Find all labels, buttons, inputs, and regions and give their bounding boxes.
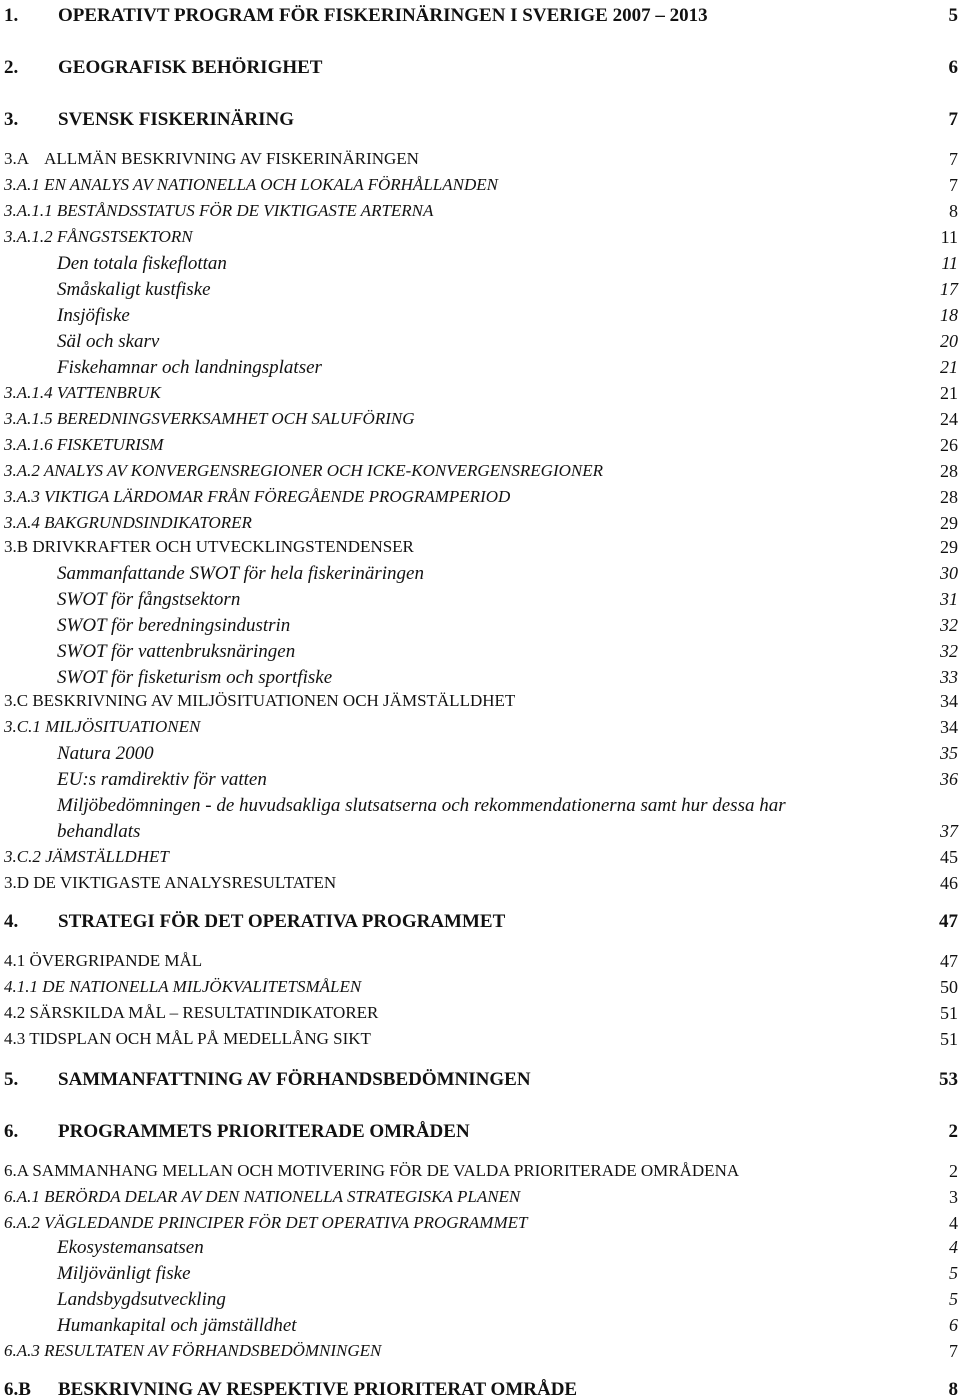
toc-entry-title: SAMMANFATTNING AV FÖRHANDSBEDÖMNINGEN (58, 1069, 531, 1090)
toc-entry-title: 3.B DRIVKRAFTER OCH UTVECKLINGSTENDENSER (4, 537, 414, 556)
toc-page-number: 18 (940, 305, 958, 325)
toc-page-number: 21 (940, 383, 958, 403)
toc-entry-title: Miljöbedömningen - de huvudsakliga slutsatserna och rekommendationerna samt hur dessa har (57, 795, 786, 816)
toc-page-number: 11 (941, 253, 958, 273)
toc-entry-title: 3.A.3 VIKTIGA LÄRDOMAR FRÅN FÖREGÅENDE PROGRAMPERIOD (4, 487, 511, 506)
toc-page-number: 28 (940, 487, 958, 507)
toc-entry-title: SWOT för beredningsindustrin (57, 615, 291, 636)
toc-entry-title: 3.A.2 ANALYS AV KONVERGENSREGIONER OCH ICKE-KONVERGENSREGIONER (4, 461, 603, 480)
toc-entry-title: 6.A.3 RESULTATEN AV FÖRHANDSBEDÖMNINGEN (4, 1341, 382, 1360)
toc-page-number: 46 (940, 873, 958, 893)
toc-heading-number: 4. (4, 911, 19, 932)
toc-heading-number: 6. (4, 1121, 19, 1142)
toc-heading-number: 1. (4, 5, 19, 26)
toc-entry-title: 3.A.1.2 FÅNGSTSEKTORN (4, 227, 193, 246)
toc-page-number: 45 (940, 847, 958, 867)
toc-page-number: 7 (949, 175, 958, 195)
toc-entry-title: 3.A.1.1 BESTÅNDSSTATUS FÖR DE VIKTIGASTE ARTERNA (4, 201, 434, 220)
toc-entry-title: OPERATIVT PROGRAM FÖR FISKERINÄRINGEN I SVERIGE 2007 – 2013 (58, 5, 708, 26)
toc-page-number: 5 (949, 1289, 958, 1309)
toc-page-number: 47 (940, 951, 958, 971)
toc-entry-title: 3.C.2 JÄMSTÄLLDHET (4, 847, 169, 866)
toc-page-number: 35 (940, 743, 958, 763)
toc-page-number: 6 (949, 1315, 958, 1335)
toc-heading-number: 5. (4, 1069, 19, 1090)
toc-entry-title: Natura 2000 (57, 743, 154, 764)
toc-page-number: 33 (940, 667, 958, 687)
toc-entry-title: 3.A.1.6 FISKETURISM (4, 435, 164, 454)
toc-page-number: 26 (940, 435, 958, 455)
toc-page-number: 6 (948, 57, 958, 78)
toc-page-number: 32 (940, 641, 958, 661)
toc-page-number: 29 (940, 537, 958, 557)
toc-entry-title: SWOT för fisketurism och sportfiske (57, 667, 333, 688)
toc-entry-title: Miljövänligt fiske (57, 1263, 191, 1284)
toc-entry-title: 3.A.1 EN ANALYS AV NATIONELLA OCH LOKALA FÖRHÅLLANDEN (4, 175, 498, 194)
toc-entry-title: Sammanfattande SWOT för hela fiskerinäringen (57, 563, 424, 584)
toc-page-number: 36 (940, 769, 958, 789)
toc-page-number: 8 (949, 201, 958, 221)
toc-entry-title: Ekosystemansatsen (57, 1237, 204, 1258)
toc-page-number: 37 (940, 821, 958, 841)
toc-entry-title: 4.1 ÖVERGRIPANDE MÅL (4, 951, 203, 970)
toc-entry-title: STRATEGI FÖR DET OPERATIVA PROGRAMMET (58, 911, 506, 932)
toc-entry-title: 6.A.2 VÄGLEDANDE PRINCIPER FÖR DET OPERATIVA PROGRAMMET (4, 1213, 528, 1232)
toc-entry-title: 3.A.4 BAKGRUNDSINDIKATORER (4, 513, 252, 532)
toc-entry-title: Säl och skarv (57, 331, 160, 352)
toc-page-number: 34 (940, 691, 958, 711)
toc-entry-title: EU:s ramdirektiv för vatten (57, 769, 267, 790)
toc-page-number: 50 (940, 977, 958, 997)
toc-page-number: 7 (948, 109, 958, 130)
toc-entry-title: 3.A ALLMÄN BESKRIVNING AV FISKERINÄRINGEN (4, 149, 419, 168)
toc-heading-number: 3. (4, 109, 19, 130)
toc-page-number: 7 (949, 1341, 958, 1361)
toc-entry-title: 3.C BESKRIVNING AV MILJÖSITUATIONEN OCH JÄMSTÄLLDHET (4, 691, 516, 710)
toc-page-number: 2 (948, 1121, 958, 1142)
toc-heading-number: 6.B (4, 1379, 31, 1400)
toc-page-number: 31 (940, 589, 958, 609)
toc-entry-title: PROGRAMMETS PRIORITERADE OMRÅDEN (58, 1121, 470, 1142)
toc-entry-title: Småskaligt kustfiske (57, 279, 211, 300)
toc-page-number: 4 (949, 1213, 958, 1233)
toc-page-number: 5 (948, 5, 958, 26)
toc-entry-title: 3.A.1.5 BEREDNINGSVERKSAMHET OCH SALUFÖRING (4, 409, 415, 428)
toc-entry-title: Den totala fiskeflottan (57, 253, 227, 274)
toc-page-number: 20 (940, 331, 958, 351)
toc-page-number: 21 (940, 357, 958, 377)
toc-entry-title: 3.D DE VIKTIGASTE ANALYSRESULTATEN (4, 873, 337, 892)
toc-entry-title: 4.1.1 DE NATIONELLA MILJÖKVALITETSMÅLEN (4, 977, 362, 996)
toc-page-number: 30 (940, 563, 958, 583)
toc-entry-title: 3.A.1.4 VATTENBRUK (4, 383, 161, 402)
toc-heading-number: 2. (4, 57, 19, 78)
toc-entry-title: 4.2 SÄRSKILDA MÅL – RESULTATINDIKATORER (4, 1003, 379, 1022)
toc-page-number: 8 (948, 1379, 958, 1400)
toc-entry-title: GEOGRAFISK BEHÖRIGHET (58, 57, 323, 78)
toc-entry-title: Fiskehamnar och landningsplatser (57, 357, 322, 378)
toc-page-number: 53 (939, 1069, 958, 1090)
toc-page-number: 4 (949, 1237, 958, 1257)
toc-page-number: 28 (940, 461, 958, 481)
toc-page-number: 24 (940, 409, 958, 429)
toc-entry-title: 6.A.1 BERÖRDA DELAR AV DEN NATIONELLA STRATEGISKA PLANEN (4, 1187, 521, 1206)
toc-page-number: 5 (949, 1263, 958, 1283)
toc-entry-title: BESKRIVNING AV RESPEKTIVE PRIORITERAT OMRÅDE (58, 1379, 578, 1400)
toc-page-number: 51 (940, 1029, 958, 1049)
toc-page-number: 32 (940, 615, 958, 635)
toc-entry-title: behandlats (57, 821, 141, 842)
toc-page-number: 2 (949, 1161, 958, 1181)
toc-entry-title: Humankapital och jämställdhet (57, 1315, 297, 1336)
toc-entry-title: 6.A SAMMANHANG MELLAN OCH MOTIVERING FÖR DE VALDA PRIORITERADE OMRÅDENA (4, 1161, 740, 1180)
toc-page-number: 3 (949, 1187, 958, 1207)
toc-page-number: 7 (949, 149, 958, 169)
toc-page-number: 17 (940, 279, 958, 299)
toc-page-number: 47 (939, 911, 958, 932)
toc-page-number: 51 (940, 1003, 958, 1023)
toc-entry-title: SWOT för fångstsektorn (57, 589, 241, 610)
toc-page-number: 34 (940, 717, 958, 737)
toc-page-number: 11 (940, 227, 958, 247)
toc-entry-title: SWOT för vattenbruksnäringen (57, 641, 296, 662)
toc-page-number: 29 (940, 513, 958, 533)
toc-entry-title: Insjöfiske (57, 305, 130, 326)
toc-entry-title: 3.C.1 MILJÖSITUATIONEN (4, 717, 201, 736)
toc-entry-title: 4.3 TIDSPLAN OCH MÅL PÅ MEDELLÅNG SIKT (4, 1029, 371, 1048)
toc-entry-title: Landsbygdsutveckling (57, 1289, 226, 1310)
toc-entry-title: SVENSK FISKERINÄRING (58, 109, 294, 130)
